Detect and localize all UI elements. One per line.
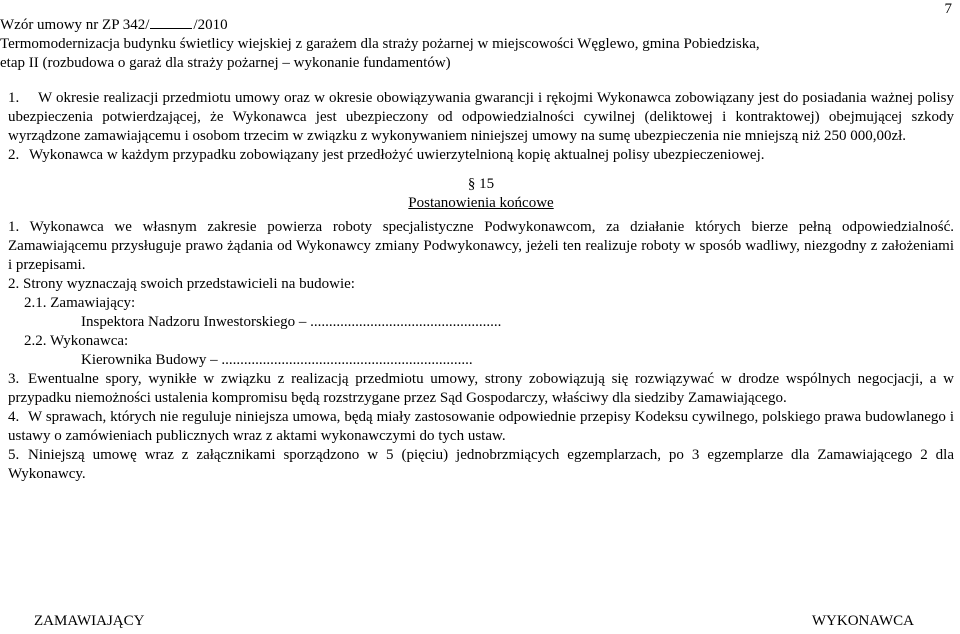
s15-paragraph-4 xyxy=(8,408,954,446)
project-title-line: Termomodernizacja budynku świetlicy wiejskiej z garażem dla straży pożarnej w miejscowości Węglewo, gmina Pobiedziska, xyxy=(0,36,760,52)
document-body xyxy=(8,89,954,484)
representative-client: 2.1. Zamawiający: xyxy=(24,295,136,311)
document-header xyxy=(0,14,940,73)
s15-paragraph-2: 2. Strony wyznaczają swoich przedstawicieli na budowie: xyxy=(8,276,355,292)
blank-field xyxy=(150,14,192,29)
paragraph-text: W okresie realizacji przedmiotu umowy oraz w okresie obowiązywania gwarancji i rękojmi Wykonawca zobowiązany jest do posiadania ważnej polisy ubezpieczenia potwierdzającej, że Wykonawca jest ubezpieczony od odpowiedzialności cywilnej (deliktowej i kontraktowej) obejmującej szkody wyrządzone zamawiającemu i osobom trzecim w związku z wykonywaniem niniejszej umowy na sumę ubezpieczenia nie mniejszą niż 250 000,00zł. xyxy=(8,90,954,144)
contract-number-suffix: /2010 xyxy=(193,17,228,33)
page-number: 7 xyxy=(944,1,952,17)
signature-contractor: WYKONAWCA xyxy=(811,613,914,629)
paragraph-number: 3. xyxy=(8,371,20,387)
s14-paragraph-2 xyxy=(8,146,954,165)
contract-number-prefix: Wzór umowy nr ZP 342/ xyxy=(0,17,150,33)
section-mark: § 15 xyxy=(467,176,495,192)
representative-contractor-role: Kierownika Budowy – ................................................................... xyxy=(81,352,473,368)
paragraph-text: Ewentualne spory, wynikłe w związku z realizacją przedmiotu umowy, strony zobowiązują się rozwiązywać w drodze wspólnych negocjacji, a w przypadku niemożności ustalenia kompromisu będą rozstrzygane przez Sąd Gospodarczy, właściwy dla siedziby Zamawiającego. xyxy=(8,371,954,406)
paragraph-number: 5. xyxy=(8,447,20,463)
s15-paragraph-1: 1. Wykonawca we własnym zakresie powierza roboty specjalistyczne Podwykonawcom, za działanie których bierze pełną odpowiedzialność. Zamawiającemu przysługuje prawo żądania od Wykonawcy zmiany Podwykonawcy, jeżeli ten realizuje roboty w sposób wadliwy, niezgodny z założeniami i przepisami. xyxy=(8,219,954,273)
s15-paragraph-3 xyxy=(8,370,954,408)
paragraph-number: 2. xyxy=(8,147,20,163)
section-title: Postanowienia końcowe xyxy=(408,195,554,211)
paragraph-text: W sprawach, których nie reguluje niniejsza umowa, będą miały zastosowanie odpowiednie przepisy Kodeksu cywilnego, polskiego prawa budowlanego i ustawy o zamówieniach publicznych wraz z aktami wykonawczymi do tych ustaw. xyxy=(8,409,954,444)
representative-contractor: 2.2. Wykonawca: xyxy=(24,333,129,349)
signature-client: ZAMAWIAJĄCY xyxy=(34,613,145,629)
paragraph-number: 1. xyxy=(8,90,20,106)
paragraph-number: 4. xyxy=(8,409,20,425)
s15-paragraph-5 xyxy=(8,446,954,484)
s14-paragraph-1 xyxy=(8,89,954,146)
paragraph-text: Wykonawca w każdym przypadku zobowiązany jest przedłożyć uwierzytelnioną kopię aktualnej polisy ubezpieczeniowej. xyxy=(29,147,765,163)
contract-number-line xyxy=(0,14,940,35)
paragraph-text: Niniejszą umowę wraz z załącznikami sporządzono w 5 (pięciu) jednobrzmiących egzemplarzach, po 3 egzemplarze dla Zamawiającego 2 dla Wykonawcy. xyxy=(8,447,954,482)
project-stage-line: etap II (rozbudowa o garaż dla straży pożarnej – wykonanie fundamentów) xyxy=(0,55,451,71)
representative-client-role: Inspektora Nadzoru Inwestorskiego – ................................................... xyxy=(81,314,502,330)
